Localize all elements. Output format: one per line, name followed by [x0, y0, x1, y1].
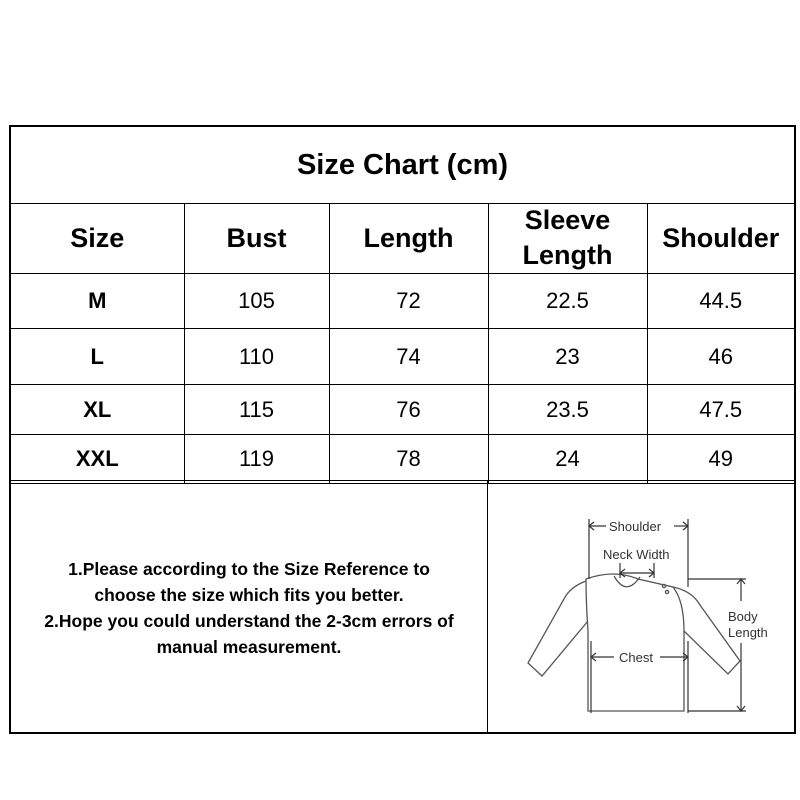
note-line: 1.Please according to the Size Reference to	[68, 558, 430, 579]
size-chart	[9, 125, 796, 734]
note-line: manual measurement.	[156, 636, 342, 657]
left-sleeve-icon	[528, 581, 588, 676]
table-row	[11, 435, 794, 484]
cell-shoulder: 47.5	[647, 385, 794, 435]
note-line: 2.Hope you could understand the 2-3cm errors of	[44, 610, 454, 631]
cell-bust: 105	[184, 274, 329, 329]
cell-bust: 115	[184, 385, 329, 435]
chart-title: Size Chart (cm)	[11, 127, 794, 204]
cell-size: XXL	[11, 435, 184, 484]
header-sleeve-length: Sleeve Length	[488, 203, 647, 274]
header-row	[11, 203, 794, 274]
cell-size: XL	[11, 385, 184, 435]
table-row	[11, 385, 794, 435]
sweater-diagram	[488, 481, 794, 735]
cell-bust: 119	[184, 435, 329, 484]
cell-sleeve: 23	[488, 329, 647, 385]
header-size: Size	[11, 203, 184, 274]
header-shoulder: Shoulder	[647, 203, 794, 274]
header-bust: Bust	[184, 203, 329, 274]
cell-sleeve: 22.5	[488, 274, 647, 329]
cell-sleeve: 23.5	[488, 385, 647, 435]
cell-length: 72	[329, 274, 488, 329]
diagram-label-chest: Chest	[619, 650, 653, 665]
cell-shoulder: 49	[647, 435, 794, 484]
cell-size: M	[11, 274, 184, 329]
diagram-label-body: Body	[728, 609, 758, 624]
diagram-label-length: Length	[728, 625, 768, 640]
sweater-outline-icon	[586, 574, 684, 711]
cell-length: 74	[329, 329, 488, 385]
header-length: Length	[329, 203, 488, 274]
cell-bust: 110	[184, 329, 329, 385]
table-row	[11, 329, 794, 385]
cell-length: 78	[329, 435, 488, 484]
size-notes	[11, 480, 488, 734]
measurement-diagram	[488, 480, 794, 734]
table-row	[11, 274, 794, 329]
cell-length: 76	[329, 385, 488, 435]
note-line: choose the size which fits you better.	[94, 584, 404, 605]
cell-shoulder: 46	[647, 329, 794, 385]
diagram-label-shoulder: Shoulder	[609, 519, 662, 534]
cell-sleeve: 24	[488, 435, 647, 484]
size-table	[11, 203, 794, 484]
cell-size: L	[11, 329, 184, 385]
diagram-label-neck-width: Neck Width	[603, 547, 670, 562]
cell-shoulder: 44.5	[647, 274, 794, 329]
